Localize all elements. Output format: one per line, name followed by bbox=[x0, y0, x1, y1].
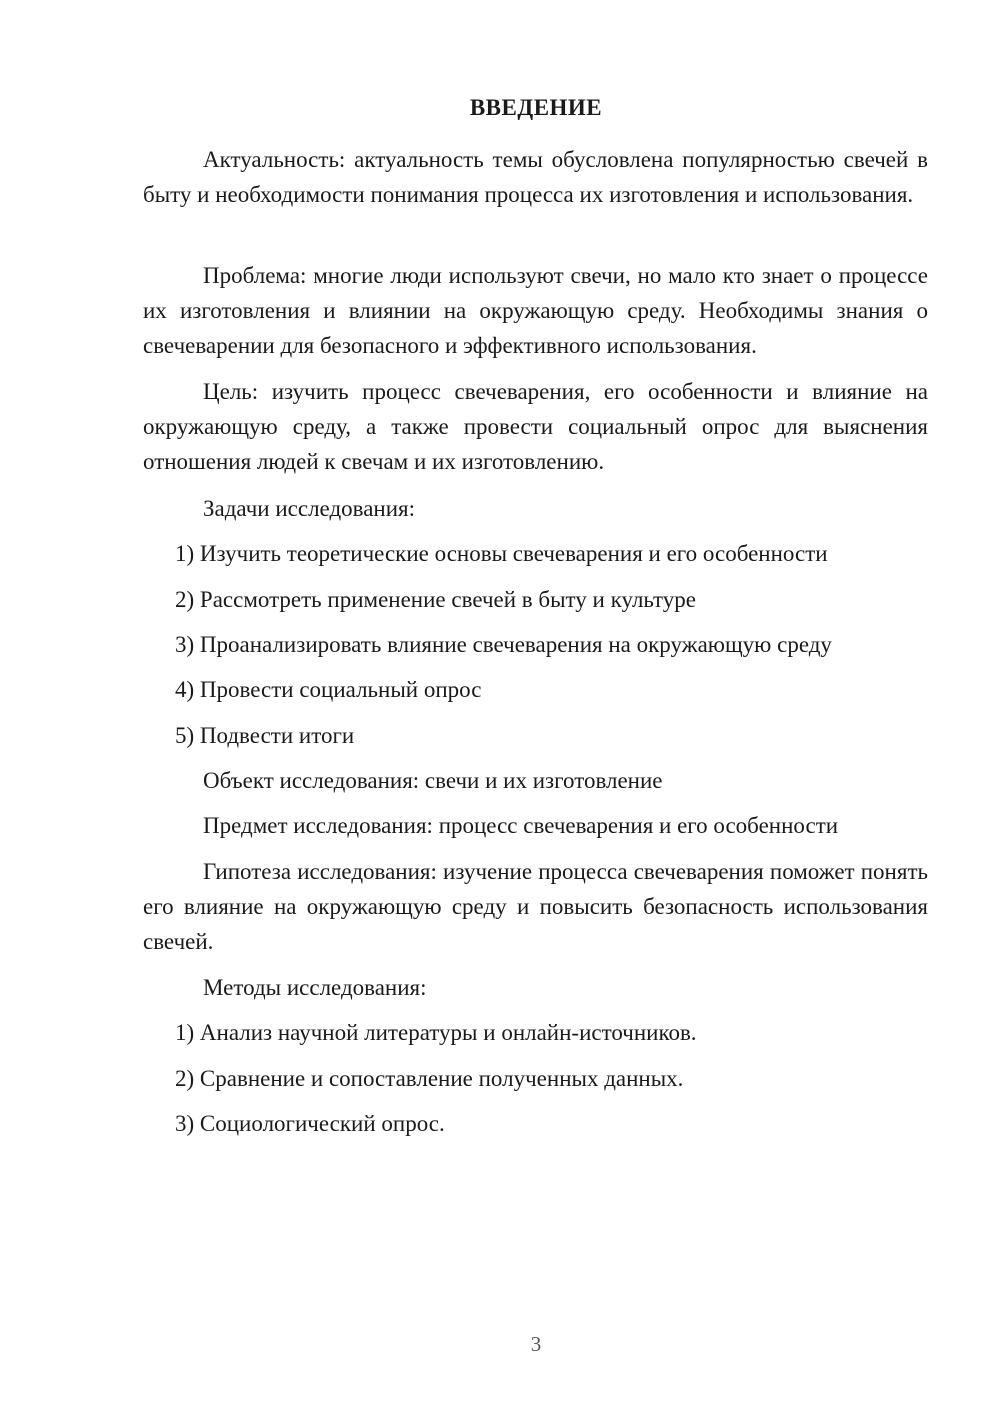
task-item: 2) Рассмотреть применение свечей в быту и культуре bbox=[175, 587, 696, 612]
goal-text: Цель: изучить процесс свечеварения, его особенности и влияние на окружающую среду, а также провести социальный опрос для выяснения отношения людей к свечам и их изготовлению. bbox=[143, 379, 928, 474]
problem-text: Проблема: многие люди используют свечи, но мало кто знает о процессе их изготовления и влиянии на окружающую среду. Необходимы знания о свечеварении для безопасного и эффективного использования. bbox=[143, 263, 928, 358]
task-item: 5) Подвести итоги bbox=[175, 723, 355, 748]
research-subject: Предмет исследования: процесс свечеварения и его особенности bbox=[203, 813, 839, 838]
tasks-heading: Задачи исследования: bbox=[203, 496, 416, 521]
page-title: ВВЕДЕНИЕ bbox=[469, 95, 603, 120]
relevance-text: Актуальность: актуальность темы обусловлена популярностью свечей в быту и необходимости понимания процесса их изготовления и использования. bbox=[143, 147, 928, 207]
task-item: 4) Провести социальный опрос bbox=[175, 677, 482, 702]
method-item: 3) Социологический опрос. bbox=[175, 1111, 445, 1136]
hypothesis-text: Гипотеза исследования: изучение процесса свечеварения поможет понять его влияние на окружающую среду и повысить безопасность использования свечей. bbox=[143, 859, 928, 954]
method-item: 2) Сравнение и сопоставление полученных данных. bbox=[175, 1066, 684, 1091]
hypothesis-paragraph bbox=[143, 854, 928, 959]
task-item: 1) Изучить теоретические основы свечеварения и его особенности bbox=[175, 541, 828, 566]
page-number: 3 bbox=[530, 1332, 542, 1356]
task-item: 3) Проанализировать влияние свечеварения на окружающую среду bbox=[175, 632, 832, 657]
method-item: 1) Анализ научной литературы и онлайн-источников. bbox=[175, 1020, 697, 1045]
goal-paragraph bbox=[143, 374, 928, 479]
relevance-paragraph bbox=[143, 142, 928, 212]
methods-heading: Методы исследования: bbox=[203, 975, 427, 1000]
problem-paragraph bbox=[143, 258, 928, 363]
research-object: Объект исследования: свечи и их изготовление bbox=[203, 768, 663, 793]
